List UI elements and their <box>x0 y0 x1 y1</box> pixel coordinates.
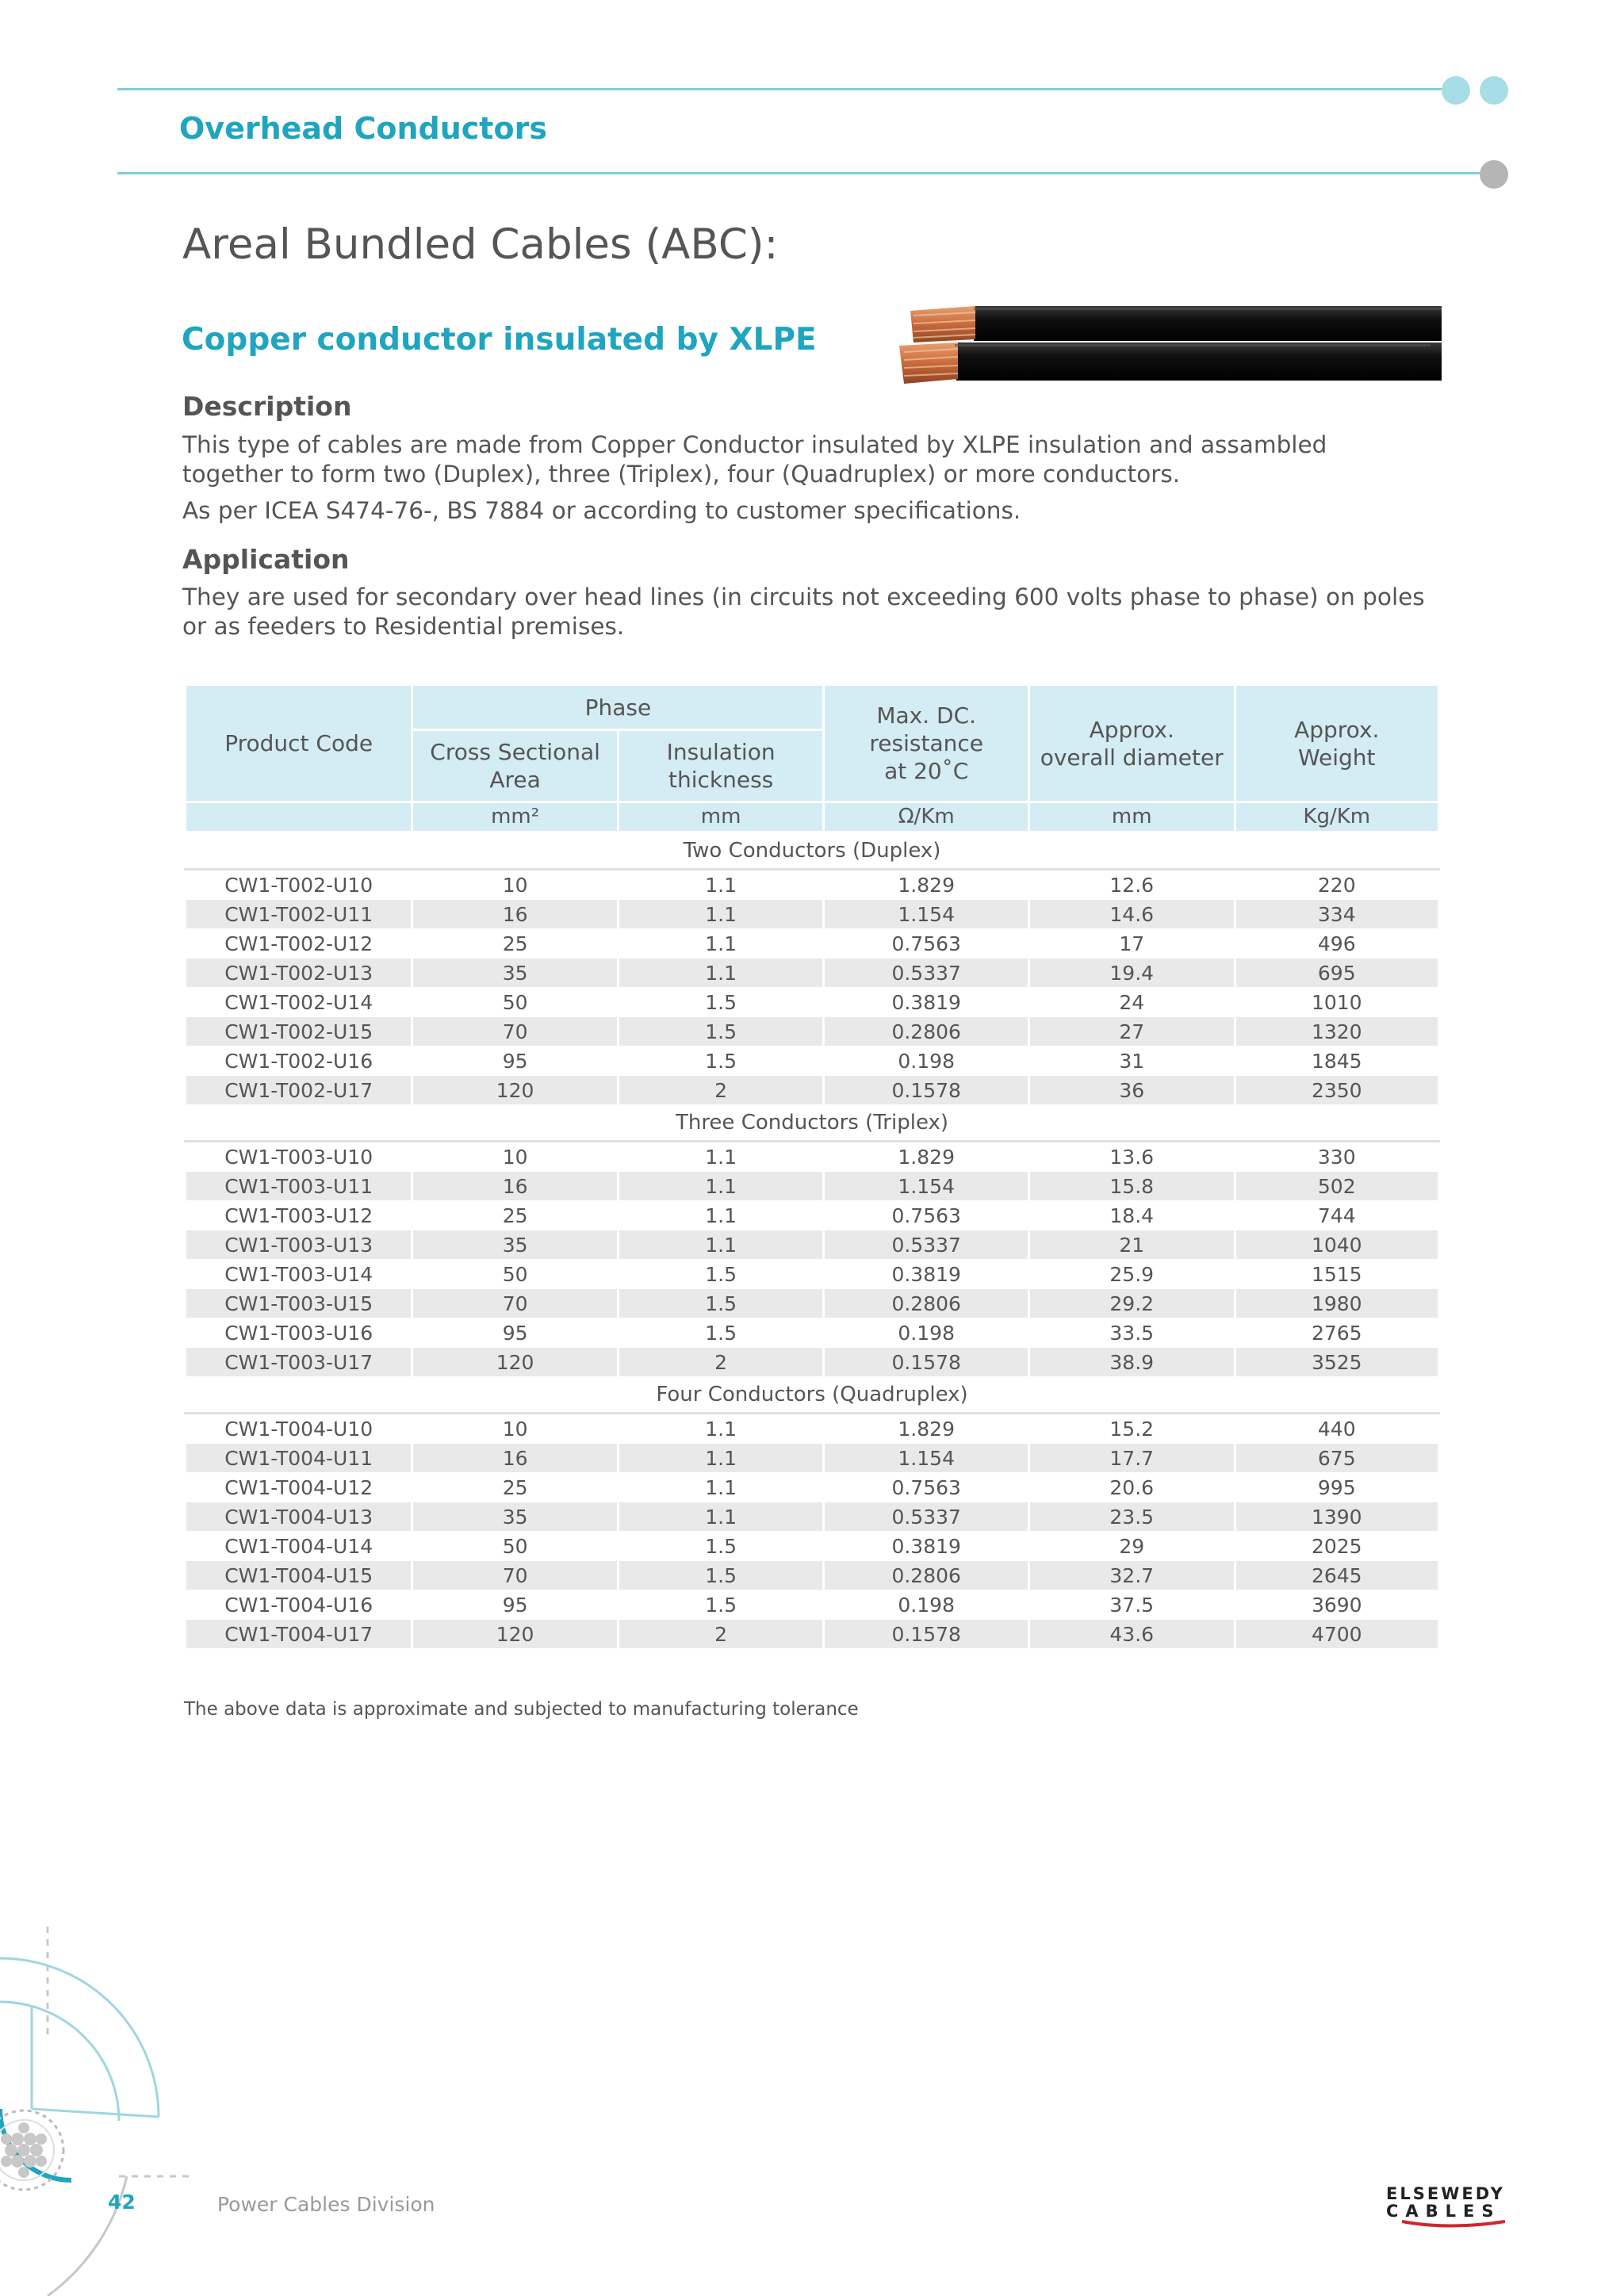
application-text <box>182 583 1451 641</box>
table-cell: CW1-T002-U11 <box>186 900 412 929</box>
table-cell: 1010 <box>1235 988 1439 1017</box>
table-cell: 36 <box>1028 1076 1235 1105</box>
description-heading: Description <box>182 391 352 422</box>
table-cell: 21 <box>1028 1230 1235 1260</box>
section-title: Overhead Conductors <box>179 111 547 146</box>
table-cell: 0.5337 <box>824 1502 1029 1532</box>
table-cell: 17.7 <box>1028 1444 1235 1473</box>
table-cell: 24 <box>1028 988 1235 1017</box>
table-cell: 70 <box>412 1017 619 1047</box>
header-dot <box>1480 76 1508 105</box>
cable-cross-section-graphic <box>0 1927 206 2296</box>
header-text: Weight <box>1297 744 1376 771</box>
table-cell: 37.5 <box>1028 1590 1235 1620</box>
table-cell: CW1-T003-U13 <box>186 1230 412 1260</box>
table-cell: 1.1 <box>618 959 824 988</box>
description-line: together to form two (Duplex), three (Triplex), four (Quadruplex) or more conductors. <box>182 461 1181 488</box>
table-cell: 1.829 <box>824 1142 1029 1172</box>
table-cell: 220 <box>1235 870 1439 900</box>
table-cell: 440 <box>1235 1414 1439 1444</box>
header-product-code: Product Code <box>186 685 412 802</box>
unit-weight: Kg/Km <box>1235 802 1439 832</box>
table-cell: 20.6 <box>1028 1473 1235 1502</box>
table-cell: 1.5 <box>618 1561 824 1590</box>
tolerance-note: The above data is approximate and subjected to manufacturing tolerance <box>184 1699 859 1720</box>
table-cell: 1.1 <box>618 900 824 929</box>
header-text: Insulation <box>666 739 776 765</box>
table-row <box>186 1348 1439 1377</box>
table-cell: 1.1 <box>618 1444 824 1473</box>
table-cell: 33.5 <box>1028 1318 1235 1348</box>
header-text: resistance <box>869 730 983 756</box>
table-cell: 330 <box>1235 1142 1439 1172</box>
table-row <box>186 1047 1439 1076</box>
header-phase: Phase <box>412 685 824 730</box>
description-line: This type of cables are made from Copper Conductor insulated by XLPE insulation and assambled <box>182 431 1327 458</box>
table-cell: 1.5 <box>618 1017 824 1047</box>
header-text: Approx. <box>1089 716 1174 743</box>
table-row <box>186 1230 1439 1260</box>
table-cell: 1.1 <box>618 870 824 900</box>
table-cell: 1980 <box>1235 1289 1439 1318</box>
table-cell: 31 <box>1028 1047 1235 1076</box>
table-cell: CW1-T004-U10 <box>186 1414 412 1444</box>
table-row <box>186 1142 1439 1172</box>
table-row <box>186 1532 1439 1561</box>
table-row <box>186 900 1439 929</box>
header-text: Area <box>489 767 541 793</box>
table-cell: CW1-T004-U13 <box>186 1502 412 1532</box>
table-cell: 120 <box>412 1620 619 1649</box>
table-cell: CW1-T003-U10 <box>186 1142 412 1172</box>
table-cell: 1.5 <box>618 1590 824 1620</box>
header-text: thickness <box>668 767 774 793</box>
table-cell: 70 <box>412 1561 619 1590</box>
table-cell: 120 <box>412 1076 619 1105</box>
table-cell: 695 <box>1235 959 1439 988</box>
unit-insulation: mm <box>618 802 824 832</box>
table-cell: CW1-T002-U17 <box>186 1076 412 1105</box>
table-cell: 29.2 <box>1028 1289 1235 1318</box>
table-row <box>186 959 1439 988</box>
table-cell: 0.7563 <box>824 1473 1029 1502</box>
table-cell: CW1-T002-U15 <box>186 1017 412 1047</box>
table-cell: 0.1578 <box>824 1348 1029 1377</box>
unit-cross-section: mm² <box>412 802 619 832</box>
table-cell: 0.1578 <box>824 1620 1029 1649</box>
table-cell: 10 <box>412 1414 619 1444</box>
table-cell: 12.6 <box>1028 870 1235 900</box>
table-cell: 120 <box>412 1348 619 1377</box>
table-cell: 3690 <box>1235 1590 1439 1620</box>
application-heading: Application <box>182 544 350 575</box>
table-cell: 0.5337 <box>824 1230 1029 1260</box>
table-cell: 1.1 <box>618 1502 824 1532</box>
table-cell: 0.3819 <box>824 988 1029 1017</box>
table-cell: CW1-T002-U13 <box>186 959 412 988</box>
table-cell: 16 <box>412 900 619 929</box>
logo-line1: ELSEWEDY <box>1386 2184 1505 2203</box>
table-cell: 1.5 <box>618 1260 824 1289</box>
table-cell: 1.1 <box>618 1473 824 1502</box>
table-cell: 1.1 <box>618 1201 824 1230</box>
table-cell: 2350 <box>1235 1076 1439 1105</box>
cable-image <box>887 290 1442 405</box>
table-cell: 95 <box>412 1318 619 1348</box>
table-cell: 1.5 <box>618 1532 824 1561</box>
table-cell: 27 <box>1028 1017 1235 1047</box>
table-cell: 70 <box>412 1289 619 1318</box>
unit-empty <box>186 802 412 832</box>
table-cell: 35 <box>412 1230 619 1260</box>
table-row <box>186 1590 1439 1620</box>
table-cell: 1.1 <box>618 1142 824 1172</box>
table-cell: 1.5 <box>618 1047 824 1076</box>
table-cell: 15.2 <box>1028 1414 1235 1444</box>
table-cell: 10 <box>412 1142 619 1172</box>
table-cell: 1.5 <box>618 1318 824 1348</box>
table-cell: 502 <box>1235 1172 1439 1201</box>
table-row <box>186 988 1439 1017</box>
table-row <box>186 929 1439 959</box>
header-dot-grey <box>1480 160 1508 189</box>
table-cell: 0.2806 <box>824 1017 1029 1047</box>
table-cell: 0.3819 <box>824 1532 1029 1561</box>
table-cell: 0.7563 <box>824 1201 1029 1230</box>
specs-table <box>184 683 1440 1649</box>
header-text: Approx. <box>1294 716 1380 743</box>
table-cell: 2 <box>618 1348 824 1377</box>
table-cell: 2645 <box>1235 1561 1439 1590</box>
table-cell: 25 <box>412 929 619 959</box>
table-cell: 2 <box>618 1620 824 1649</box>
division-name: Power Cables Division <box>217 2193 435 2216</box>
table-cell: 1.829 <box>824 870 1029 900</box>
table-row <box>186 1620 1439 1649</box>
table-cell: 15.8 <box>1028 1172 1235 1201</box>
table-cell: CW1-T003-U12 <box>186 1201 412 1230</box>
table-cell: 0.198 <box>824 1318 1029 1348</box>
table-cell: CW1-T004-U14 <box>186 1532 412 1561</box>
table-cell: CW1-T003-U16 <box>186 1318 412 1348</box>
table-cell: 2 <box>618 1076 824 1105</box>
table-cell: 50 <box>412 988 619 1017</box>
application-line: They are used for secondary over head lines (in circuits not exceeding 600 volts phase to phase) on poles <box>182 584 1425 610</box>
table-cell: 1.1 <box>618 1414 824 1444</box>
table-cell: CW1-T003-U17 <box>186 1348 412 1377</box>
table-cell: 1.5 <box>618 988 824 1017</box>
header-text: Cross Sectional <box>430 739 600 765</box>
table-cell: 1515 <box>1235 1260 1439 1289</box>
table-cell: 675 <box>1235 1444 1439 1473</box>
table-cell: 1.154 <box>824 1172 1029 1201</box>
group-title: Four Conductors (Quadruplex) <box>186 1377 1439 1414</box>
table-cell: 0.1578 <box>824 1076 1029 1105</box>
table-cell: CW1-T002-U12 <box>186 929 412 959</box>
table-row <box>186 1561 1439 1590</box>
table-cell: 95 <box>412 1590 619 1620</box>
table-cell: 14.6 <box>1028 900 1235 929</box>
table-cell: 4700 <box>1235 1620 1439 1649</box>
table-cell: CW1-T004-U12 <box>186 1473 412 1502</box>
table-cell: 18.4 <box>1028 1201 1235 1230</box>
group-title: Three Conductors (Triplex) <box>186 1105 1439 1142</box>
table-cell: CW1-T002-U14 <box>186 988 412 1017</box>
table-row <box>186 870 1439 900</box>
product-subtitle: Copper conductor insulated by XLPE <box>182 322 817 358</box>
unit-resistance: Ω/Km <box>824 802 1029 832</box>
table-cell: 1.829 <box>824 1414 1029 1444</box>
table-cell: 1390 <box>1235 1502 1439 1532</box>
table-cell: 43.6 <box>1028 1620 1235 1649</box>
table-cell: 2025 <box>1235 1532 1439 1561</box>
table-cell: 23.5 <box>1028 1502 1235 1532</box>
header-resistance <box>824 685 1029 802</box>
table-cell: 1.1 <box>618 929 824 959</box>
table-cell: CW1-T004-U16 <box>186 1590 412 1620</box>
table-cell: 0.198 <box>824 1047 1029 1076</box>
table-cell: 1.1 <box>618 1230 824 1260</box>
table-row <box>186 1076 1439 1105</box>
table-cell: 1.1 <box>618 1172 824 1201</box>
header-text: at 20˚C <box>884 758 969 784</box>
header-cross-section <box>412 730 619 802</box>
elsewedy-logo <box>1386 2184 1513 2232</box>
table-cell: CW1-T003-U14 <box>186 1260 412 1289</box>
table-row <box>186 1318 1439 1348</box>
table-cell: 16 <box>412 1444 619 1473</box>
table-cell: 0.2806 <box>824 1561 1029 1590</box>
header-dot <box>1442 76 1470 105</box>
description-text <box>182 430 1451 526</box>
group-title: Two Conductors (Duplex) <box>186 832 1439 870</box>
table-cell: 29 <box>1028 1532 1235 1561</box>
table-row <box>186 1444 1439 1473</box>
table-cell: 334 <box>1235 900 1439 929</box>
logo-swoosh <box>1386 2219 1513 2230</box>
table-row <box>186 1260 1439 1289</box>
table-cell: 50 <box>412 1532 619 1561</box>
unit-diameter: mm <box>1028 802 1235 832</box>
table-cell: CW1-T002-U16 <box>186 1047 412 1076</box>
table-cell: 0.7563 <box>824 929 1029 959</box>
table-row <box>186 1172 1439 1201</box>
header-weight <box>1235 685 1439 802</box>
table-cell: 496 <box>1235 929 1439 959</box>
group-header-row <box>186 1105 1439 1142</box>
table-cell: 16 <box>412 1172 619 1201</box>
group-header-row <box>186 832 1439 870</box>
table-row <box>186 1017 1439 1047</box>
table-cell: 3525 <box>1235 1348 1439 1377</box>
table-cell: 25 <box>412 1473 619 1502</box>
table-cell: 35 <box>412 959 619 988</box>
table-row <box>186 1502 1439 1532</box>
table-row <box>186 1414 1439 1444</box>
header-bottom-rule <box>117 172 1480 174</box>
table-row <box>186 1201 1439 1230</box>
header-text: overall diameter <box>1040 744 1224 771</box>
table-cell: 1845 <box>1235 1047 1439 1076</box>
table-cell: 1320 <box>1235 1017 1439 1047</box>
table-cell: 25.9 <box>1028 1260 1235 1289</box>
table-cell: 995 <box>1235 1473 1439 1502</box>
table-cell: 19.4 <box>1028 959 1235 988</box>
table-cell: 2765 <box>1235 1318 1439 1348</box>
table-cell: 0.5337 <box>824 959 1029 988</box>
table-cell: 10 <box>412 870 619 900</box>
table-cell: 744 <box>1235 1201 1439 1230</box>
table-cell: 0.198 <box>824 1590 1029 1620</box>
table-row <box>186 1289 1439 1318</box>
table-cell: 35 <box>412 1502 619 1532</box>
table-cell: CW1-T002-U10 <box>186 870 412 900</box>
table-cell: 1.154 <box>824 1444 1029 1473</box>
table-cell: 0.2806 <box>824 1289 1029 1318</box>
group-header-row <box>186 1377 1439 1414</box>
table-cell: CW1-T004-U15 <box>186 1561 412 1590</box>
table-cell: 1.5 <box>618 1289 824 1318</box>
table-cell: 38.9 <box>1028 1348 1235 1377</box>
table-cell: CW1-T003-U15 <box>186 1289 412 1318</box>
table-cell: 1040 <box>1235 1230 1439 1260</box>
description-standards: As per ICEA S474-76-, BS 7884 or according to customer specifications. <box>182 497 1021 524</box>
table-cell: 25 <box>412 1201 619 1230</box>
table-cell: 17 <box>1028 929 1235 959</box>
header-text: Max. DC. <box>876 702 977 729</box>
page-title: Areal Bundled Cables (ABC): <box>182 220 779 269</box>
table-cell: 50 <box>412 1260 619 1289</box>
table-cell: 95 <box>412 1047 619 1076</box>
application-line: or as feeders to Residential premises. <box>182 613 625 640</box>
table-cell: CW1-T004-U17 <box>186 1620 412 1649</box>
table-cell: 1.154 <box>824 900 1029 929</box>
logo-line2: CABLES <box>1386 2202 1501 2221</box>
table-cell: 32.7 <box>1028 1561 1235 1590</box>
table-cell: 13.6 <box>1028 1142 1235 1172</box>
header-diameter <box>1028 685 1235 802</box>
table-row <box>186 1473 1439 1502</box>
page-number: 42 <box>108 2191 136 2214</box>
header-insulation <box>618 730 824 802</box>
table-cell: CW1-T003-U11 <box>186 1172 412 1201</box>
table-cell: 0.3819 <box>824 1260 1029 1289</box>
table-cell: CW1-T004-U11 <box>186 1444 412 1473</box>
header-top-rule <box>117 88 1442 90</box>
